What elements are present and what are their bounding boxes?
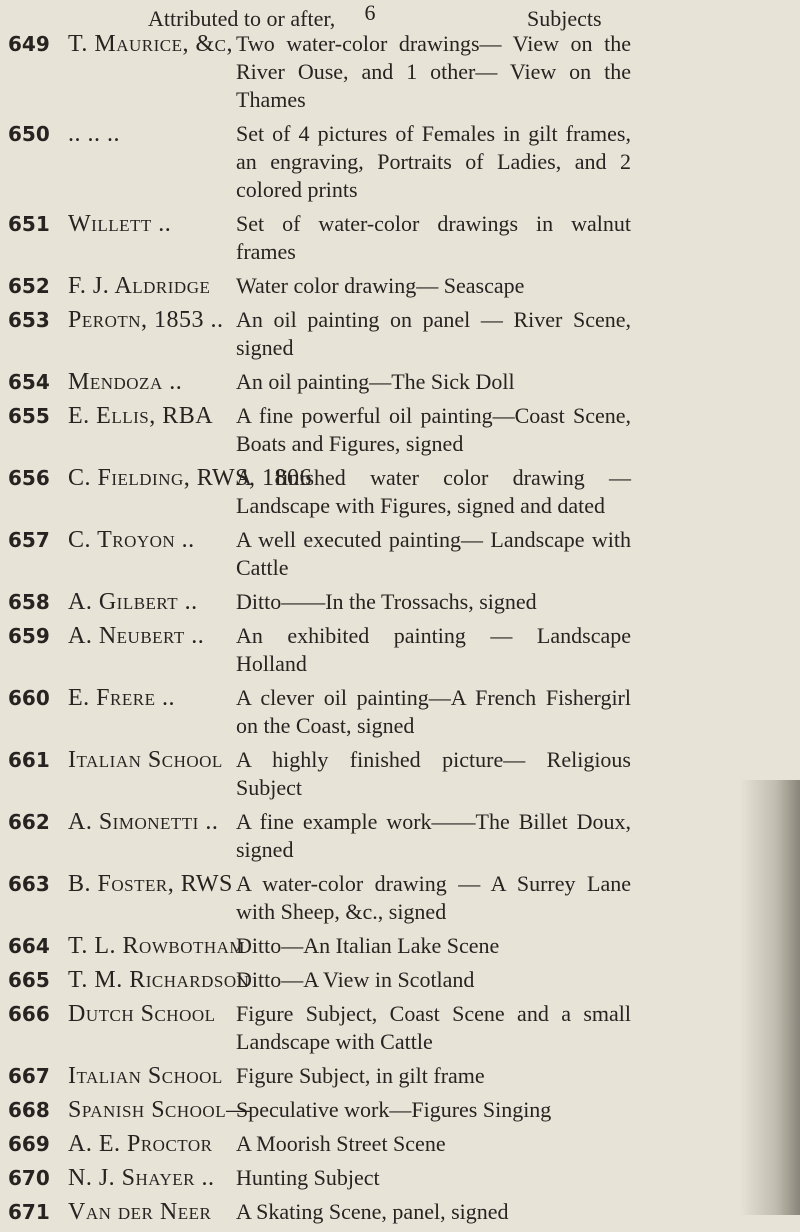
lot-number: 659 [8, 624, 50, 648]
subject-description: A water-color drawing — A Surrey Lane with Sheep, &c., signed [236, 871, 631, 924]
catalog-entry [0, 966, 800, 994]
catalog-entry [0, 464, 800, 520]
artist-attribution: C. Troyon .. [68, 527, 195, 553]
subject-description: An oil painting on panel — River Scene, signed [236, 307, 631, 360]
artist-attribution: T. M. Richardson [68, 967, 250, 993]
artist-attribution: Dutch School [68, 1001, 216, 1027]
catalog-entry [0, 1164, 800, 1192]
lot-number: 656 [8, 466, 50, 490]
artist-attribution: C. Fielding, RWS, 1806 [68, 465, 312, 491]
catalog-entry [0, 588, 800, 616]
artist-attribution: Italian School [68, 747, 223, 773]
subject-description: A Skating Scene, panel, signed [236, 1199, 509, 1224]
subject-description: A Moorish Street Scene [236, 1131, 446, 1156]
lot-number: 660 [8, 686, 50, 710]
catalog-entry [0, 1096, 800, 1124]
catalog-entry [0, 622, 800, 678]
catalog-entry [0, 30, 800, 114]
lot-number: 665 [8, 968, 50, 992]
subject-description: An oil painting—The Sick Doll [236, 369, 515, 394]
artist-attribution: T. L. Rowbotham [68, 933, 246, 959]
lot-number: 658 [8, 590, 50, 614]
lot-number: 671 [8, 1200, 50, 1224]
catalog-entry [0, 870, 800, 926]
lot-number: 668 [8, 1098, 50, 1122]
lot-number: 657 [8, 528, 50, 552]
artist-attribution: N. J. Shayer .. [68, 1165, 215, 1191]
column-heading-attribution: Attributed to or after, [148, 6, 336, 31]
artist-attribution: F. J. Aldridge [68, 273, 211, 299]
lot-number: 669 [8, 1132, 50, 1156]
artist-attribution: T. Maurice, &c, [68, 31, 234, 57]
artist-attribution: E. Frere .. [68, 685, 175, 711]
lot-number: 652 [8, 274, 50, 298]
catalog-entry [0, 808, 800, 864]
catalog-entry [0, 210, 800, 266]
catalog-list [0, 30, 800, 1232]
artist-attribution: A. Gilbert .. [68, 589, 198, 615]
artist-attribution: Mendoza .. [68, 369, 183, 395]
catalog-entry [0, 746, 800, 802]
subject-description: Water color drawing— Seascape [236, 273, 525, 298]
catalog-entry [0, 1198, 800, 1226]
artist-attribution: Van der Neer [68, 1199, 212, 1225]
lot-number: 649 [8, 32, 50, 56]
artist-attribution: Italian School [68, 1063, 223, 1089]
artist-attribution: .. .. .. [68, 121, 120, 147]
catalog-entry [0, 1000, 800, 1056]
artist-attribution: A. Simonetti .. [68, 809, 219, 835]
catalog-entry [0, 120, 800, 204]
artist-attribution: A. Neubert .. [68, 623, 205, 649]
subject-description: A well executed painting— Landscape with Cattle [236, 527, 631, 580]
catalog-entry [0, 272, 800, 300]
lot-number: 664 [8, 934, 50, 958]
lot-number: 655 [8, 404, 50, 428]
subject-description: Set of water-color drawings in walnut frames [236, 211, 631, 264]
lot-number: 654 [8, 370, 50, 394]
artist-attribution: Spanish School— [68, 1097, 251, 1123]
subject-description: Figure Subject, in gilt frame [236, 1063, 485, 1088]
catalog-entry [0, 402, 800, 458]
subject-description: A fine powerful oil painting—Coast Scene, Boats and Figures, signed [236, 403, 631, 456]
subject-description: Speculative work—Figures Singing [236, 1097, 552, 1122]
artist-attribution: B. Foster, RWS [68, 871, 233, 897]
catalog-entry [0, 932, 800, 960]
subject-description: A clever oil painting—A French Fishergirl on the Coast, signed [236, 685, 631, 738]
subject-description: A fine example work——The Billet Doux, signed [236, 809, 631, 862]
lot-number: 666 [8, 1002, 50, 1026]
subject-description: Two water-color drawings— View on the River Ouse, and 1 other— View on the Thames [236, 31, 631, 112]
subject-description: Figure Subject, Coast Scene and a small Landscape with Cattle [236, 1001, 631, 1054]
subject-description: A finished water color drawing — Landscape with Figures, signed and dated [236, 465, 631, 518]
lot-number: 670 [8, 1166, 50, 1190]
page-number: 6 [364, 0, 376, 25]
catalog-entry [0, 1130, 800, 1158]
catalog-entry [0, 526, 800, 582]
lot-number: 650 [8, 122, 50, 146]
subject-description: Ditto—An Italian Lake Scene [236, 933, 500, 958]
lot-number: 667 [8, 1064, 50, 1088]
subject-description: Ditto—A View in Scotland [236, 967, 475, 992]
artist-attribution: A. E. Proctor [68, 1131, 213, 1157]
artist-attribution: Willett .. [68, 211, 172, 237]
artist-attribution: Perotn, 1853 .. [68, 307, 224, 333]
lot-number: 661 [8, 748, 50, 772]
catalog-entry [0, 1062, 800, 1090]
subject-description: Set of 4 pictures of Females in gilt frames, an engraving, Portraits of Ladies, and 2 colored prints [236, 121, 631, 202]
catalog-entry [0, 306, 800, 362]
column-heading-subjects: Subjects [527, 6, 602, 31]
artist-attribution: E. Ellis, RBA [68, 403, 214, 429]
lot-number: 663 [8, 872, 50, 896]
subject-description: An exhibited painting — Landscape Holland [236, 623, 631, 676]
lot-number: 653 [8, 308, 50, 332]
lot-number: 662 [8, 810, 50, 834]
catalog-entry [0, 368, 800, 396]
scan-edge-shadow [740, 780, 800, 1215]
lot-number: 651 [8, 212, 50, 236]
subject-description: A highly finished picture— Religious Subject [236, 747, 631, 800]
subject-description: Hunting Subject [236, 1165, 380, 1190]
subject-description: Ditto——In the Trossachs, signed [236, 589, 537, 614]
catalog-entry [0, 684, 800, 740]
